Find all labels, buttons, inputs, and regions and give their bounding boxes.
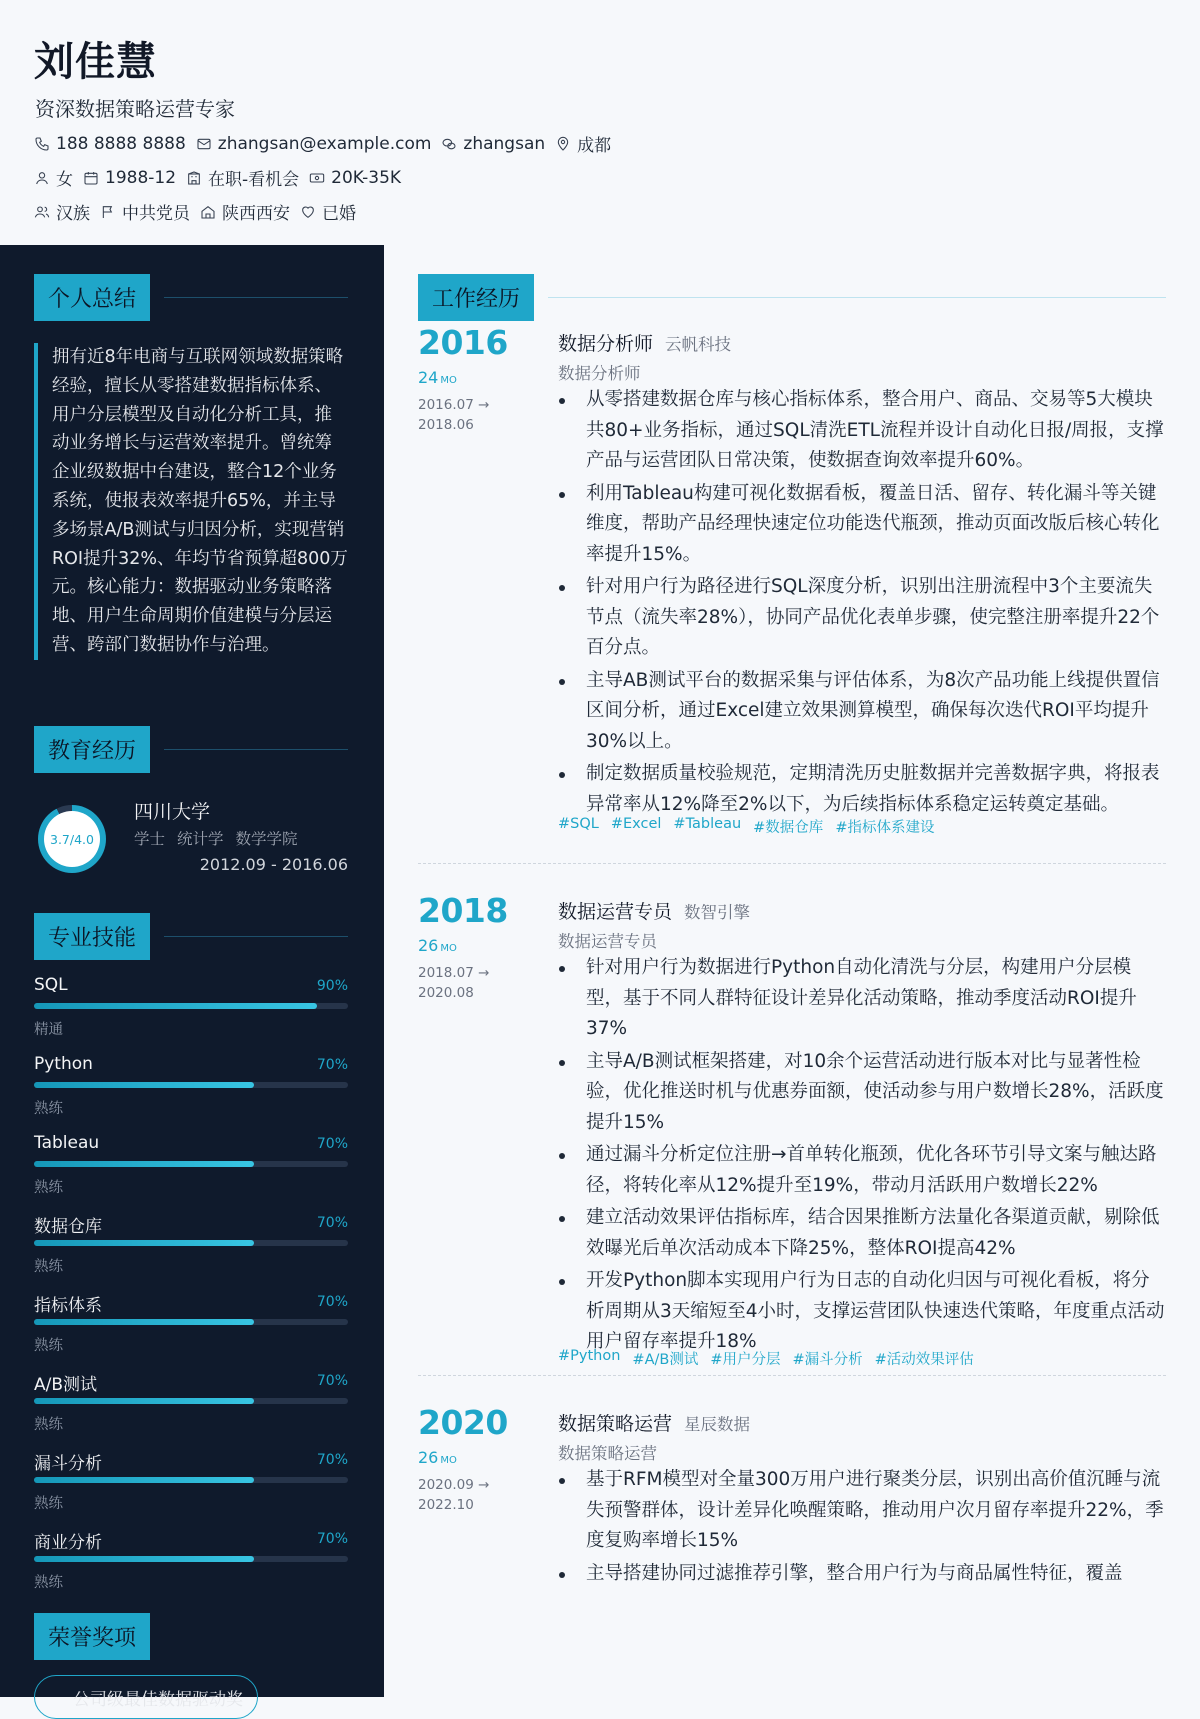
wechat-item [441,134,545,154]
job-bullet: 通过漏斗分析定位注册→首单转化瓶颈，优化各环节引导文案与触达路径，将转化率从12%提升至19%，带动月活跃用户数增长22% [586,1140,1166,1201]
awards-section-title: 荣誉奖项 [34,1613,150,1660]
award-badge: 公司级最佳数据驱动奖 [34,1675,258,1719]
skill-name: 漏斗分析 [34,1454,102,1474]
months-unit: MO [440,375,457,386]
job-bullet: 开发Python脚本实现用户行为日志的自动化归因与可视化看板，将分析周期从3天缩短至4小时，支撑运营团队快速迭代策略，年度重点活动用户留存率提升18% [586,1266,1166,1358]
marital-item [300,199,356,224]
flag-icon [100,204,116,220]
education-section-header [34,726,348,773]
job-title: 数据分析师 [558,333,654,355]
skill-tag[interactable]: #Python [558,1348,621,1364]
skill-percent: 90% [316,978,348,994]
ethnicity-item [34,199,90,224]
skill-progress-fill [34,1240,254,1246]
job-title-row [558,1409,750,1436]
job-start: 2020.09 → [418,1477,490,1493]
job-tags [558,816,934,837]
months-unit: MO [440,943,457,954]
skill-percent: 70% [316,1057,348,1073]
job-year: 2016 [418,323,508,362]
skill-tag[interactable]: #SQL [558,816,599,832]
section-divider [164,749,348,750]
job-year: 2020 [418,1403,508,1442]
skill-progress-bar [34,1161,348,1167]
months-unit: MO [440,1455,457,1466]
skill-progress-fill [34,1556,254,1562]
resume-header [0,0,1200,245]
job-bullet: 从零搭建数据仓库与核心指标体系，整合用户、商品、交易等5大模块共80+业务指标，通过SQL清洗ETL流程并设计自动化日报/周报，支撑产品与运营团队日常决策，使数据查询效率提升60%。 [586,385,1166,477]
skill-tag[interactable]: #指标体系建设 [835,820,935,836]
job-bullet: 针对用户行为数据进行Python自动化清洗与分层，构建用户分层模型，基于不同人群特征设计差异化活动策略，推动季度活动ROI提升37% [586,953,1166,1045]
skill-name: 商业分析 [34,1533,102,1553]
phone-item [34,134,186,154]
skill-percent: 70% [316,1215,348,1231]
birth-item [83,168,176,188]
skill-percent: 70% [316,1531,348,1547]
major: 统计学 [177,830,224,848]
summary-text: 拥有近8年电商与互联网领域数据策略经验，擅长从零搭建数据指标体系、用户分层模型及自动化分析工具，推动业务增长与运营效率提升。曾统筹企业级数据中台建设，整合12个业务系统，使报表效率提升65%，并主导多场景A/B测试与归因分析，实现营销ROI提升32%、年均节省预算超800万元。核心能力：数据驱动业务策略落地、用户生命周期价值建模与分层运营、跨部门数据协作与治理。 [34,343,348,660]
job-divider [418,863,1166,864]
education-entry [34,795,348,885]
skill-progress-fill [34,1082,254,1088]
birth-text: 1988-12 [105,167,177,188]
work-section-title: 工作经历 [418,274,534,321]
location-pin-icon [555,136,571,152]
skill-item [34,1051,348,1130]
job-duration [418,1448,457,1467]
main-content [384,245,1200,1697]
job-company: 云帆科技 [665,335,732,354]
skills-section-title: 专业技能 [34,913,150,960]
skill-item [34,1209,348,1288]
politics-item [100,199,190,224]
personal-row [34,165,401,190]
skill-progress-bar [34,1082,348,1088]
education-period: 2012.09 - 2016.06 [199,855,348,874]
job-bullets [586,385,1166,822]
job-bullets [586,1465,1166,1591]
contact-row [34,131,611,156]
phone-text[interactable]: 188 8888 8888 [56,133,186,154]
job-end: 2018.06 [418,417,474,433]
mail-icon [196,136,212,152]
skill-percent: 70% [316,1452,348,1468]
skill-percent: 70% [316,1136,348,1152]
job-date-range [418,1475,489,1515]
job-title-row [558,329,731,356]
person-icon [34,170,50,186]
building-icon [186,170,202,186]
skill-name: A/B测试 [34,1375,98,1395]
job-months: 26 [418,1448,439,1467]
job-title: 数据运营专员 [558,901,673,923]
calendar-icon [83,170,99,186]
gpa-value: 3.7/4.0 [44,811,100,867]
skill-progress-fill [34,1398,254,1404]
school-name: 四川大学 [134,801,211,823]
skill-level: 熟练 [34,1338,63,1354]
skill-progress-fill [34,1319,254,1325]
skill-progress-fill [34,1003,317,1009]
job-year: 2018 [418,891,508,930]
job-bullet: 利用Tableau构建可视化数据看板，覆盖日活、留存、转化漏斗等关键维度，帮助产品经理快速定位功能迭代瓶颈，推动页面改版后核心转化率提升15%。 [586,479,1166,571]
job-title-row [558,897,750,924]
city-item [555,131,611,156]
skill-level: 熟练 [34,1180,63,1196]
job-end: 2020.08 [418,985,474,1001]
skill-progress-fill [34,1477,254,1483]
home-icon [200,204,216,220]
skill-progress-fill [34,1161,254,1167]
skill-item [34,1130,348,1209]
skill-item [34,1367,348,1446]
job-role: 数据运营专员 [558,932,657,951]
ethnicity-text: 汉族 [56,204,90,224]
candidate-name: 刘佳慧 [34,39,157,85]
summary-section-title: 个人总结 [34,274,150,321]
job-start: 2018.07 → [418,965,490,981]
job-bullet: 主导A/B测试框架搭建，对10余个运营活动进行版本对比与显著性检验，优化推送时机与优惠券面额，使活动参与用户数增长28%，活跃度提升15% [586,1047,1166,1139]
job-duration [418,936,457,955]
skills-section-header [34,913,348,960]
skill-level: 熟练 [34,1496,63,1512]
job-date-range [418,395,489,435]
section-divider [548,297,1166,298]
job-bullet: 主导AB测试平台的数据采集与评估体系，为8次产品功能上线提供置信区间分析，通过Excel建立效果测算模型，确保每次迭代ROI平均提升30%以上。 [586,666,1166,758]
skill-name: Python [34,1054,93,1074]
candidate-headline: 资深数据策略运营专家 [35,97,235,121]
hometown-text: 陕西西安 [222,204,290,224]
status-text: 在职-看机会 [208,170,300,190]
email-item [196,134,432,154]
salary-item [309,168,401,188]
job-bullets [586,953,1166,1360]
college: 数学学院 [235,830,298,848]
skill-tag[interactable]: #Tableau [673,816,742,832]
marital-text: 已婚 [322,204,356,224]
extra-row [34,199,356,224]
wechat-text: zhangsan [463,133,546,154]
city-text: 成都 [577,136,612,156]
education-section-title: 教育经历 [34,726,150,773]
skill-level: 熟练 [34,1259,63,1275]
summary-section-header [34,274,348,321]
phone-icon [34,136,50,152]
skills-list [34,972,348,1604]
skill-item [34,1525,348,1604]
skill-level: 熟练 [34,1417,63,1433]
money-icon [309,170,325,186]
job-start: 2016.07 → [418,397,490,413]
skill-level: 熟练 [34,1101,63,1117]
wechat-icon [441,136,457,152]
skill-name: SQL [34,975,68,995]
skill-progress-bar [34,1240,348,1246]
skill-item [34,1446,348,1525]
job-end: 2022.10 [418,1497,474,1513]
job-divider [418,1375,1166,1376]
job-role: 数据策略运营 [558,1444,657,1463]
hometown-item [200,199,290,224]
job-date-range [418,963,489,1003]
skill-progress-bar [34,1003,348,1009]
job-bullet: 制定数据质量校验规范，定期清洗历史脏数据并完善数据字典，将报表异常率从12%降至2%以下，为后续指标体系稳定运转奠定基础。 [586,759,1166,820]
skill-level: 熟练 [34,1575,63,1591]
job-months: 26 [418,936,439,955]
skill-progress-bar [34,1477,348,1483]
gender-item [34,165,73,190]
gpa-ring [38,805,106,873]
skill-name: Tableau [34,1133,100,1153]
section-divider [164,936,348,937]
heart-icon [300,204,316,220]
gender-text: 女 [56,170,73,190]
job-company: 星辰数据 [684,1415,751,1434]
skill-percent: 70% [316,1373,348,1389]
job-title: 数据策略运营 [558,1413,673,1435]
skill-item [34,972,348,1051]
job-company: 数智引擎 [684,903,751,922]
skill-item [34,1288,348,1367]
job-tags [558,1348,974,1369]
skill-progress-bar [34,1319,348,1325]
skill-tag[interactable]: #数据仓库 [753,820,824,836]
skill-tag[interactable]: #Excel [610,816,662,832]
degree: 学士 [134,830,166,848]
skill-progress-bar [34,1556,348,1562]
skill-percent: 70% [316,1294,348,1310]
skill-tag[interactable]: #漏斗分析 [792,1352,863,1368]
job-bullet: 主导搭建协同过滤推荐引擎，整合用户行为与商品属性特征，覆盖 [586,1559,1166,1590]
job-bullet: 建立活动效果评估指标库，结合因果推断方法量化各渠道贡献，剔除低效曝光后单次活动成本下降25%，整体ROI提高42% [586,1203,1166,1264]
awards-section-header [34,1613,348,1660]
section-divider [164,297,348,298]
job-bullet: 针对用户行为路径进行SQL深度分析，识别出注册流程中3个主要流失节点（流失率28%），协同产品优化表单步骤，使完整注册率提升22个百分点。 [586,572,1166,664]
job-months: 24 [418,368,439,387]
salary-text: 20K-35K [331,167,402,188]
skill-name: 数据仓库 [34,1217,102,1237]
skill-tag[interactable]: #活动效果评估 [874,1352,974,1368]
email-text[interactable]: zhangsan@example.com [217,133,432,154]
people-icon [34,204,50,220]
job-role: 数据分析师 [558,364,641,383]
skill-progress-bar [34,1398,348,1404]
skill-name: 指标体系 [34,1296,102,1316]
skill-tag[interactable]: #A/B测试 [632,1352,699,1368]
work-section-header [418,274,1166,321]
job-bullet: 基于RFM模型对全量300万用户进行聚类分层，识别出高价值沉睡与流失预警群体，设计差异化唤醒策略，推动用户次月留存率提升22%，季度复购率增长15% [586,1465,1166,1557]
status-item [186,165,299,190]
politics-text: 中共党员 [122,204,190,224]
degree-info [134,827,298,849]
job-duration [418,368,457,387]
skill-level: 精通 [34,1022,63,1038]
skill-tag[interactable]: #用户分层 [710,1352,781,1368]
